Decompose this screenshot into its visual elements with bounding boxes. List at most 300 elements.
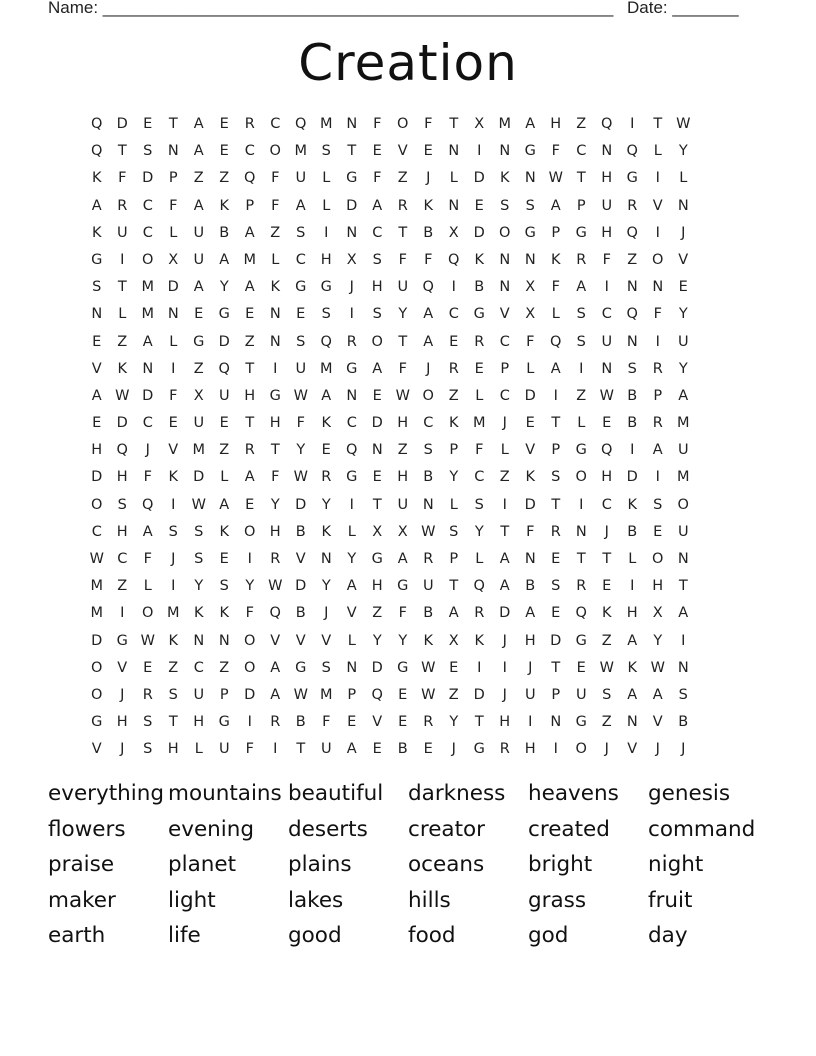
grid-letter: H [652,578,664,595]
grid-letter: Z [397,170,408,187]
grid-letter: L [551,306,560,323]
grid-letter: M [192,442,205,459]
grid-letter: U [677,442,689,459]
grid-letter: P [551,442,561,459]
grid-letter: L [653,143,662,160]
grid-letter: B [295,523,306,540]
grid-letter: A [423,306,434,323]
grid-letter: I [630,116,635,132]
grid-letter: F [653,306,662,323]
grid-letter: L [500,442,509,459]
grid-letter: R [474,605,485,622]
grid-letter: E [372,469,382,486]
grid-letter: L [322,170,331,187]
grid-letter: J [502,415,507,432]
grid-letter: C [142,197,153,214]
word-bank-item: life [168,923,201,949]
grid-letter: V [91,741,102,758]
grid-letter: C [499,387,510,404]
grid-letter: M [676,415,690,432]
grid-letter: K [627,659,637,676]
grid-letter: T [500,523,510,540]
grid-letter: G [397,659,409,676]
word-bank-item: earth [48,923,106,949]
grid-letter: M [676,469,690,486]
grid-letter: Q [601,442,613,459]
grid-letter: I [247,551,252,567]
grid-letter: S [576,333,586,350]
grid-letter: N [269,306,281,323]
grid-letter: L [679,170,688,187]
grid-letter: R [142,686,153,703]
word-bank-item: deserts [288,816,368,842]
grid-letter: Z [193,170,204,187]
grid-letter: H [193,714,205,731]
grid-letter: N [626,333,638,350]
grid-letter: R [423,714,434,731]
grid-letter: T [551,496,561,513]
grid-letter: K [474,632,484,649]
grid-letter: E [449,659,459,676]
grid-letter: F [551,279,560,296]
grid-letter: K [270,279,280,296]
grid-letter: K [423,632,433,649]
grid-letter: K [448,415,459,432]
grid-letter: V [321,632,332,649]
grid-letter: U [575,686,587,703]
word-bank-item: created [528,816,610,842]
grid-letter: Q [295,116,307,132]
word-bank-item: bright [528,852,593,878]
grid-letter: U [601,333,613,350]
grid-letter: E [347,714,357,731]
grid-letter: A [678,605,689,622]
grid-letter: A [193,197,204,214]
grid-letter: F [602,251,611,268]
grid-letter: O [652,551,664,567]
grid-letter: V [295,632,306,649]
grid-letter: H [550,116,562,132]
grid-letter: V [499,306,510,323]
grid-letter: T [296,741,306,758]
word-bank-item: everything [48,781,165,806]
grid-letter: L [143,578,152,595]
word-bank-item: beautiful [288,781,384,806]
grid-letter: V [117,659,128,676]
grid-letter: T [398,333,408,350]
grid-letter: Y [321,578,331,595]
grid-letter: F [551,143,560,160]
word-bank-item: food [408,923,456,949]
grid-letter: W [89,551,104,567]
grid-letter: Q [550,333,562,350]
grid-letter: S [602,686,612,703]
grid-letter: N [269,333,281,350]
grid-letter: R [448,360,459,377]
grid-letter: G [524,143,536,160]
grid-letter: B [627,387,638,404]
grid-letter: Z [117,333,128,350]
grid-letter: B [423,605,434,622]
grid-letter: N [677,659,689,676]
grid-letter: M [294,143,307,160]
word-bank-item: fruit [648,887,693,913]
grid-letter: H [397,415,409,432]
grid-letter: P [449,442,459,459]
grid-letter: C [117,551,128,567]
grid-letter: E [168,415,178,432]
word-bank-item: hills [408,887,451,913]
grid-letter: I [655,224,660,241]
grid-letter: N [448,197,460,214]
grid-letter: U [193,224,205,241]
grid-letter: I [477,659,482,676]
grid-letter: Y [347,551,357,567]
grid-letter: S [296,224,306,241]
grid-letter: Y [449,469,459,486]
grid-letter: A [142,333,153,350]
grid-row [84,250,696,277]
grid-letter: H [167,741,179,758]
grid-letter: K [550,251,561,268]
grid-letter: Y [219,279,229,296]
grid-letter: Q [473,578,485,595]
name-field-label: Name: ______________________________________________________ [48,0,614,17]
grid-letter: S [194,551,204,567]
grid-letter: W [293,469,308,486]
grid-row [84,440,696,467]
grid-letter: C [142,224,153,241]
grid-letter: M [141,306,154,323]
grid-letter: A [346,741,357,758]
grid-letter: E [194,306,204,323]
grid-letter: H [269,415,281,432]
grid-letter: R [244,442,255,459]
grid-letter: H [524,741,536,758]
grid-letter: S [449,523,459,540]
grid-letter: U [218,387,230,404]
grid-letter: B [678,714,689,731]
grid-letter: H [91,442,103,459]
grid-letter: G [575,224,587,241]
grid-letter: W [650,659,665,676]
grid-letter: V [168,442,179,459]
grid-letter: A [321,387,332,404]
grid-letter: J [451,741,456,758]
grid-letter: L [169,224,178,241]
grid-letter: K [474,251,484,268]
grid-letter: H [116,523,128,540]
grid-letter: H [499,714,511,731]
grid-row [84,658,696,685]
grid-letter: A [678,387,689,404]
grid-letter: K [601,605,612,622]
grid-letter: Z [499,469,510,486]
grid-letter: U [193,686,205,703]
grid-letter: E [474,360,484,377]
grid-letter: A [193,116,204,132]
grid-letter: P [449,551,459,567]
grid-letter: Q [601,116,613,132]
grid-letter: U [397,496,409,513]
grid-letter: A [448,605,459,622]
grid-letter: N [448,143,460,160]
grid-letter: Z [576,116,587,132]
grid-letter: T [398,224,408,241]
grid-letter: Y [372,632,382,649]
grid-letter: Q [244,170,256,187]
grid-row [84,631,696,658]
grid-letter: F [398,605,407,622]
grid-letter: T [449,116,459,132]
grid-row [84,196,696,223]
grid-letter: D [626,469,638,486]
grid-letter: T [168,116,178,132]
grid-letter: V [652,714,663,731]
grid-letter: R [270,714,281,731]
grid-letter: J [502,632,507,649]
grid-letter: E [398,714,408,731]
grid-letter: F [296,415,305,432]
grid-letter: R [576,578,587,595]
grid-letter: G [346,469,358,486]
grid-letter: F [398,360,407,377]
grid-letter: R [576,251,587,268]
grid-letter: Z [448,686,459,703]
grid-letter: Y [398,306,408,323]
grid-letter: Y [678,306,688,323]
grid-letter: R [397,197,408,214]
grid-letter: G [524,224,536,241]
grid-letter: Y [678,143,688,160]
grid-letter: S [321,306,331,323]
grid-letter: T [474,714,484,731]
grid-letter: D [550,632,562,649]
grid-letter: E [551,551,561,567]
grid-letter: S [500,197,510,214]
grid-letter: Q [422,279,434,296]
grid-letter: O [371,333,383,350]
grid-letter: S [321,659,331,676]
grid-letter: F [424,116,433,132]
grid-letter: N [167,143,179,160]
grid-letter: Y [270,496,280,513]
grid-letter: A [652,442,663,459]
grid-letter: J [426,170,431,187]
word-bank-item: good [288,923,342,949]
grid-letter: D [91,632,103,649]
word-bank-item: lakes [288,887,344,913]
grid-letter: K [193,605,204,622]
grid-letter: B [525,578,536,595]
grid-letter: D [116,116,128,132]
grid-letter: F [322,714,331,731]
grid-letter: J [604,741,609,758]
grid-letter: C [576,143,587,160]
grid-letter: D [524,496,536,513]
grid-letter: H [371,279,383,296]
grid-letter: G [346,360,358,377]
grid-letter: C [372,224,383,241]
grid-letter: O [269,143,281,160]
grid-letter: R [244,116,255,132]
grid-letter: U [193,251,205,268]
grid-letter: A [499,578,510,595]
grid-letter: T [576,551,586,567]
grid-letter: G [575,714,587,731]
grid-letter: B [627,415,638,432]
grid-row [84,467,696,494]
grid-letter: Q [626,306,638,323]
grid-letter: V [652,197,663,214]
grid-letter: Z [601,632,612,649]
grid-letter: K [91,224,102,241]
grid-letter: F [271,197,280,214]
grid-letter: Y [398,632,408,649]
grid-letter: K [525,469,535,486]
grid-letter: E [525,415,535,432]
grid-letter: O [397,116,409,132]
word-bank-item: plains [288,852,352,878]
grid-letter: F [424,251,433,268]
grid-letter: I [528,714,533,731]
grid-letter: I [502,496,507,513]
grid-letter: G [269,387,281,404]
grid-letter: O [91,496,103,513]
grid-letter: M [166,605,180,622]
grid-letter: V [372,714,383,731]
grid-letter: S [678,686,688,703]
grid-letter: X [448,632,459,649]
grid-letter: M [319,686,333,703]
grid-letter: C [601,306,612,323]
word-bank-item: genesis [648,781,731,806]
grid-letter: E [653,523,663,540]
grid-letter: F [245,741,254,758]
grid-row [84,304,696,331]
grid-letter: Q [320,333,332,350]
grid-letter: C [474,469,485,486]
grid-letter: I [451,279,456,296]
grid-letter: E [245,306,255,323]
grid-letter: U [601,197,613,214]
grid-letter: Z [372,605,383,622]
grid-letter: P [219,686,229,703]
grid-letter: M [243,251,256,268]
grid-letter: Q [91,116,103,132]
grid-letter: S [194,523,204,540]
grid-letter: E [551,605,561,622]
grid-letter: T [245,415,255,432]
grid-letter: N [677,197,689,214]
grid-letter: U [295,360,307,377]
grid-letter: G [626,170,638,187]
grid-letter: C [499,333,510,350]
grid-letter: E [474,197,484,214]
grid-letter: O [652,251,664,268]
grid-letter: K [91,170,102,187]
grid-letter: J [349,279,354,296]
grid-letter: O [244,632,256,649]
grid-letter: F [169,197,178,214]
grid-letter: B [295,714,306,731]
grid-letter: F [143,551,152,567]
word-bank-item: creator [408,816,486,842]
grid-letter: S [551,578,561,595]
worksheet-header [48,0,748,20]
page-title: Creation [298,34,518,92]
grid-letter: V [295,551,306,567]
grid-letter: N [346,659,358,676]
grid-letter: E [372,387,382,404]
grid-letter: S [168,686,178,703]
grid-letter: A [193,143,204,160]
grid-letter: Q [116,442,128,459]
grid-letter: A [499,551,510,567]
grid-letter: I [553,741,558,758]
grid-letter: Q [346,442,358,459]
word-bank-item: oceans [408,852,485,878]
grid-letter: Y [653,632,663,649]
grid-letter: C [142,415,153,432]
grid-letter: Z [397,442,408,459]
grid-letter: K [168,632,178,649]
grid-letter: Y [194,578,204,595]
grid-letter: F [271,170,280,187]
grid-letter: R [499,741,510,758]
grid-letter: I [579,360,584,377]
grid-letter: F [118,170,127,187]
grid-letter: T [117,143,127,160]
grid-letter: D [142,387,154,404]
grid-letter: O [575,741,587,758]
grid-letter: U [193,415,205,432]
grid-letter: I [247,714,252,731]
grid-letter: I [171,496,176,513]
grid-letter: P [245,197,255,214]
grid-letter: A [423,333,434,350]
grid-letter: S [219,578,229,595]
grid-letter: G [397,578,409,595]
grid-letter: A [244,469,255,486]
grid-row [84,712,696,739]
grid-letter: Q [626,224,638,241]
grid-letter: I [681,632,686,649]
grid-letter: U [677,523,689,540]
grid-letter: D [218,333,230,350]
grid-letter: N [524,551,536,567]
grid-letter: E [296,306,306,323]
grid-letter: L [475,387,484,404]
grid-letter: Z [601,714,612,731]
grid-letter: D [473,686,485,703]
grid-row [84,386,696,413]
grid-letter: I [655,333,660,350]
grid-letter: W [599,659,614,676]
grid-letter: K [219,523,229,540]
grid-letter: W [268,578,283,595]
grid-letter: N [652,279,664,296]
grid-letter: Q [91,143,103,160]
grid-letter: I [171,360,176,377]
grid-letter: W [293,686,308,703]
grid-letter: S [576,306,586,323]
grid-letter: N [142,360,154,377]
grid-letter: V [678,251,689,268]
grid-letter: D [473,224,485,241]
grid-letter: D [371,415,383,432]
grid-letter: F [526,523,535,540]
